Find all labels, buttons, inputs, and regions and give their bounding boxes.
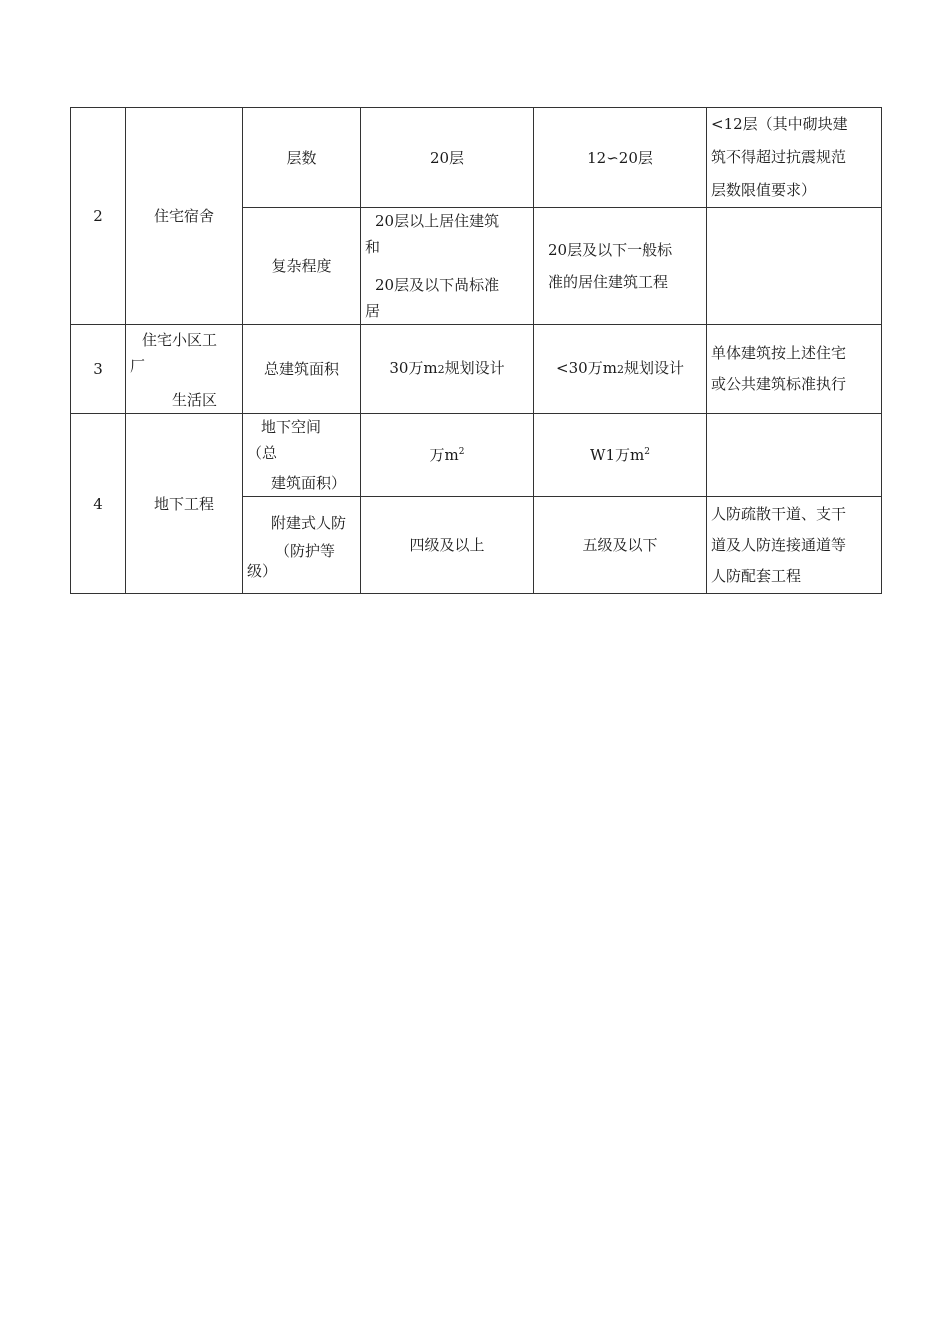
category-cell: [126, 325, 243, 414]
indicator-cell: [243, 497, 361, 594]
cell-line: 准的居住建筑工程: [548, 273, 669, 291]
cell-text: 万m: [429, 446, 459, 464]
cell-line: 地下空间: [261, 418, 322, 436]
small-scale-cell: [707, 497, 882, 594]
small-scale-cell: [707, 208, 882, 325]
cell-line: （总: [247, 444, 278, 462]
large-scale-cell: [361, 208, 534, 325]
large-scale-cell: 20层: [361, 108, 534, 208]
row-number: 3: [71, 325, 126, 414]
small-scale-cell: [707, 108, 882, 208]
cell-text: 30万m: [389, 359, 438, 377]
cell-line: 道及人防连接通道等: [711, 535, 847, 554]
cell-line: 单体建筑按上述住宅: [711, 344, 847, 362]
indicator-cell: 总建筑面积: [243, 325, 361, 414]
cell-line: 20层及以下一般标: [548, 241, 673, 259]
cell-line: 20层及以下咼标准: [375, 276, 500, 294]
cell-line: 居: [365, 302, 381, 320]
large-scale-cell: [361, 325, 534, 414]
cell-text: W1万m: [590, 446, 645, 464]
row-number: 2: [71, 108, 126, 325]
cell-line: 和: [365, 238, 381, 256]
cell-line: 筑不得超过抗震规范: [711, 148, 847, 166]
cell-line: 住宅小区工: [142, 331, 218, 349]
unit-mark: 2: [437, 363, 445, 376]
medium-scale-cell: 五级及以下: [534, 497, 707, 594]
cell-line: 层数限值要求）: [711, 181, 817, 199]
cell-line: 人防配套工程: [711, 566, 802, 585]
unit-mark: 2: [616, 363, 624, 376]
superscript: 2: [644, 447, 650, 457]
large-scale-cell: 四级及以上: [361, 497, 534, 594]
medium-scale-cell: [534, 208, 707, 325]
indicator-cell: [243, 414, 361, 497]
table-row: [71, 108, 882, 208]
medium-scale-cell: [534, 325, 707, 414]
cell-line: 20层以上居住建筑: [375, 212, 500, 230]
table-row: [71, 414, 882, 497]
cell-line: 人防疏散干道、支干: [711, 504, 847, 523]
cell-text: 规划设计: [623, 359, 684, 377]
cell-line: 或公共建筑标准执行: [711, 375, 847, 393]
cell-text: <30万m: [556, 359, 617, 377]
project-scale-table: [70, 107, 882, 594]
category-cell: 住宅宿舍: [126, 108, 243, 325]
medium-scale-cell: 12∽20层: [534, 108, 707, 208]
cell-line: 生活区: [172, 391, 218, 409]
category-cell: 地下工程: [126, 414, 243, 594]
cell-line: 附建式人防: [271, 514, 347, 532]
large-scale-cell: [361, 414, 534, 497]
superscript: 2: [458, 447, 465, 457]
row-number: 4: [71, 414, 126, 594]
cell-text: 规划设计: [444, 359, 505, 377]
indicator-cell: 层数: [243, 108, 361, 208]
cell-line: 厂: [130, 357, 146, 375]
table-row: [71, 325, 882, 414]
cell-line: （防护等: [275, 542, 336, 560]
indicator-cell: 复杂程度: [243, 208, 361, 325]
cell-line: <12层（其中砌块建: [711, 115, 848, 133]
small-scale-cell: [707, 325, 882, 414]
small-scale-cell: [707, 414, 882, 497]
cell-line: 建筑面积）: [271, 474, 347, 492]
cell-line: 级）: [247, 562, 278, 580]
medium-scale-cell: [534, 414, 707, 497]
